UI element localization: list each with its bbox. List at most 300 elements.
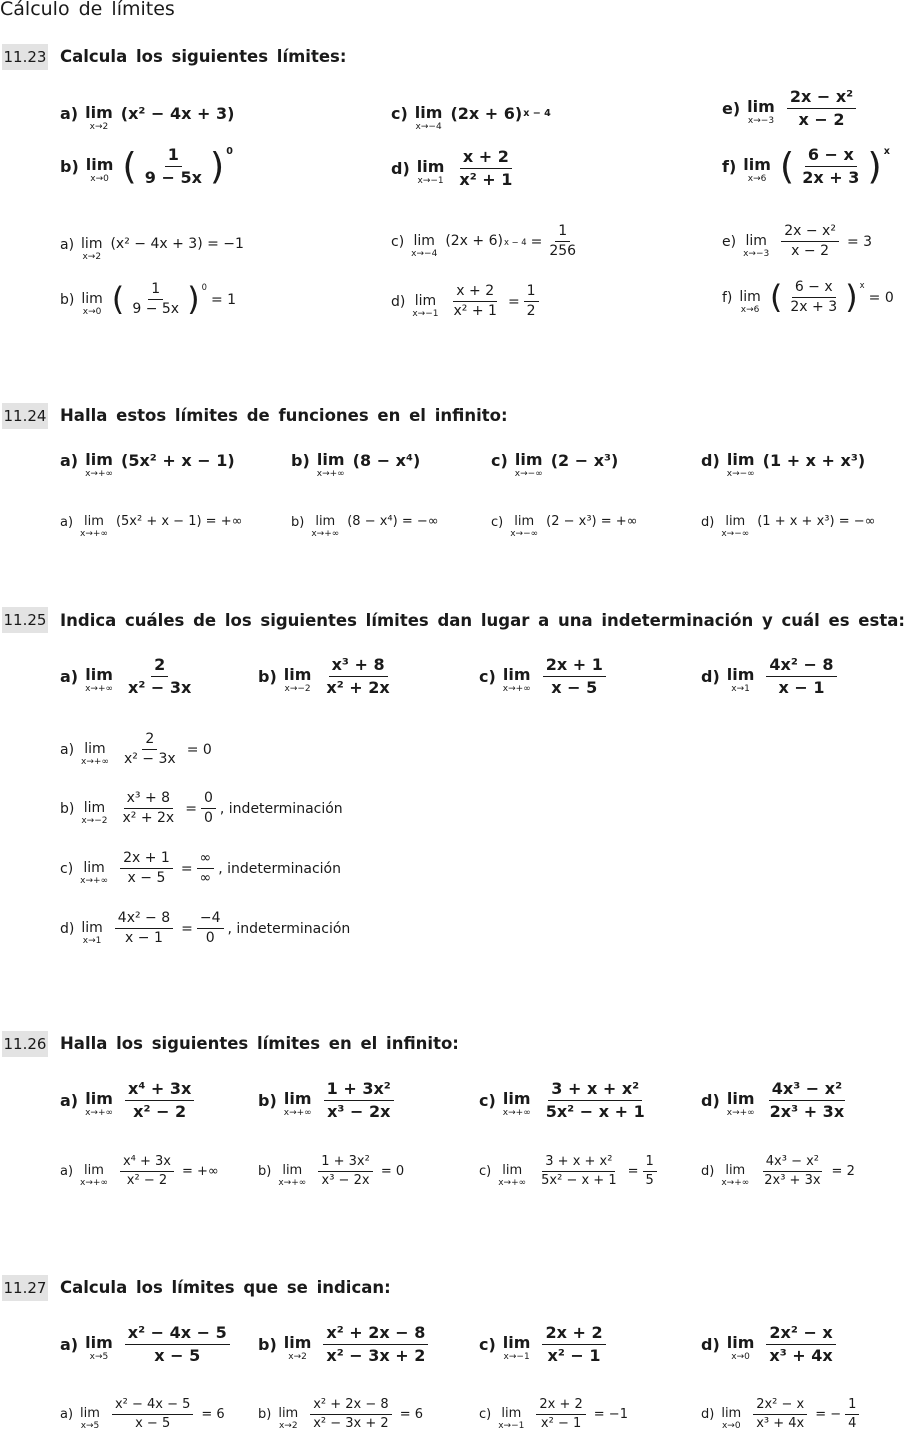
equals-sign: = [627, 1164, 639, 1180]
numerator: 3 + x + x² [548, 1080, 642, 1101]
denominator: 2x + 3 [802, 167, 860, 187]
limit-operator: lim x→−∞ [514, 450, 543, 479]
item-label: f) [722, 156, 737, 176]
exercise-statement: Halla los siguientes límites en el infinito: [60, 1034, 459, 1053]
result: = 2 [831, 1164, 855, 1180]
denominator: x² − 2 [133, 1101, 187, 1121]
exponent: 0 [226, 146, 233, 157]
item-label: b) [60, 291, 75, 308]
fraction [766, 656, 836, 696]
item-label: b) [258, 1334, 277, 1354]
limit-operator: lim x→−1 [412, 292, 439, 319]
fraction [542, 1324, 605, 1364]
fraction [318, 1155, 373, 1189]
answer-item [479, 1155, 661, 1189]
exponent: 0 [201, 282, 207, 292]
numerator: 1 [165, 146, 182, 167]
equals-sign: = [530, 233, 543, 250]
fraction [120, 1155, 174, 1189]
numerator: x + 2 [460, 148, 512, 169]
expression: (2 − x³) [550, 451, 619, 471]
numerator: 2 [142, 732, 157, 750]
limit-operator: lim x→+∞ [311, 514, 340, 539]
numerator: 2x − x² [781, 224, 839, 242]
numerator: 1 [524, 284, 539, 302]
equals-sign: = − [815, 1407, 842, 1423]
answer-item [491, 510, 638, 539]
denominator: 2 [526, 303, 536, 320]
expression: (2x + 6) [450, 104, 523, 124]
numerator: 2x − x² [787, 88, 856, 109]
fraction [543, 656, 606, 696]
limit-operator: lim x→−2 [283, 665, 312, 695]
exercise-number: 11.24 [2, 403, 48, 429]
fraction [120, 791, 178, 827]
result: = 6 [201, 1407, 225, 1423]
numerator: 1 [643, 1155, 657, 1172]
item-label: a) [60, 514, 74, 530]
denominator: ∞ [199, 870, 212, 887]
numerator: 1 + 3x² [324, 1080, 394, 1101]
item-label: c) [479, 1090, 496, 1110]
numerator: x⁴ + 3x [120, 1155, 174, 1172]
page-title: Cálculo de límites [0, 0, 175, 20]
numerator: 2x² − x [766, 1324, 835, 1345]
result: = +∞ [181, 1164, 219, 1180]
limit-operator: lim x→+∞ [502, 665, 531, 695]
fraction [323, 656, 392, 696]
item-label: c) [391, 104, 408, 124]
limit-operator: lim x→−∞ [510, 514, 539, 539]
numerator: 2 [151, 656, 168, 677]
answer-item [701, 510, 876, 539]
denominator: x² − 1 [540, 1416, 582, 1432]
answer-item [291, 510, 439, 539]
denominator: x − 5 [135, 1416, 171, 1432]
fraction [799, 146, 862, 186]
item-label: b) [60, 156, 79, 176]
limit-operator: lim x→0 [85, 155, 114, 185]
left-paren: ( [111, 280, 125, 319]
numerator: 2x² − x [753, 1398, 807, 1415]
denominator: 2x³ + 3x [769, 1101, 845, 1121]
fraction [787, 280, 840, 316]
exercise-item [701, 656, 841, 696]
answer-item [479, 1398, 628, 1432]
exercise-item [258, 1324, 432, 1364]
item-label: a) [60, 1407, 74, 1423]
item-label: d) [701, 1407, 715, 1423]
item-label: a) [60, 741, 75, 758]
exponent: x − 4 [503, 236, 527, 247]
denominator: 5x² − x + 1 [541, 1173, 617, 1189]
exponent: x [859, 280, 865, 290]
limit-operator: lim x→−4 [414, 103, 443, 132]
result: = 0 [186, 741, 212, 758]
exercise-item [701, 1324, 840, 1364]
numerator: x³ + 8 [329, 656, 388, 677]
exercise-item [60, 447, 235, 479]
left-paren: ( [779, 144, 795, 188]
limit-operator: lim x→−∞ [726, 450, 755, 479]
answer-item [60, 1398, 225, 1432]
numerator: ∞ [197, 851, 215, 869]
result-fraction [197, 911, 224, 947]
expression: (2 − x³) = +∞ [546, 514, 638, 530]
limit-operator: lim x→2 [85, 103, 113, 132]
exercise-statement: Calcula los límites que se indican: [60, 1278, 391, 1297]
denominator: 2x³ + 3x [764, 1173, 821, 1189]
item-label: b) [291, 451, 310, 471]
numerator: 0 [201, 791, 216, 809]
answer-item [701, 1155, 855, 1189]
result: = 0 [868, 289, 894, 306]
numerator: x³ + 8 [124, 791, 173, 809]
denominator: 9 − 5x [144, 167, 202, 187]
answer-item [60, 1155, 219, 1189]
fraction [767, 1080, 847, 1120]
answer-item [60, 851, 341, 887]
limit-operator: lim x→+∞ [85, 1089, 114, 1119]
item-label: f) [722, 289, 733, 306]
numerator: 1 [845, 1398, 859, 1415]
limit-operator: lim x→1 [81, 919, 103, 946]
left-paren: ( [122, 144, 137, 188]
fraction [125, 1324, 230, 1364]
limit-operator: lim x→−4 [411, 232, 438, 259]
result-fraction [643, 1155, 657, 1189]
answer-item [391, 224, 583, 260]
exercise-statement: Indica cuáles de los siguientes límites dan lugar a una indeterminación y cuál es esta: [60, 611, 905, 630]
fraction [115, 911, 173, 947]
item-label: d) [701, 451, 720, 471]
exercise-number: 11.23 [2, 44, 48, 70]
item-label: a) [60, 451, 79, 471]
expression: (8 − x⁴) = −∞ [347, 514, 439, 530]
numerator: x² + 2x − 8 [310, 1398, 391, 1415]
indeterminacy-note: , indeterminación [219, 800, 343, 817]
item-label: a) [60, 666, 79, 686]
limit-operator: lim x→0 [81, 290, 103, 317]
limit-operator: lim x→+∞ [81, 740, 109, 767]
right-paren: ) [867, 144, 882, 188]
fraction [781, 224, 839, 260]
answer-item [701, 1398, 863, 1432]
expression: (1 + x + x³) [762, 451, 866, 471]
fraction [451, 284, 500, 320]
item-label: d) [701, 1334, 720, 1354]
fraction [787, 88, 856, 128]
limit-operator: lim x→+∞ [85, 665, 114, 695]
exercise-item [479, 1324, 610, 1364]
answer-item [60, 791, 343, 827]
limit-operator: lim x→2 [283, 1333, 312, 1363]
item-label: b) [258, 666, 277, 686]
item-label: a) [60, 104, 79, 124]
result: = 0 [380, 1164, 405, 1180]
denominator: x − 1 [125, 930, 163, 947]
right-paren: ) [209, 144, 225, 188]
limit-operator: lim x→6 [739, 288, 761, 315]
denominator: x² − 3x + 2 [326, 1345, 426, 1365]
numerator: 1 [555, 224, 570, 242]
fraction [766, 1324, 835, 1364]
item-label: e) [722, 233, 737, 250]
denominator: x² − 3x + 2 [313, 1416, 389, 1432]
limit-operator: lim x→−1 [416, 157, 445, 187]
denominator: x³ + 4x [769, 1345, 833, 1365]
left-paren: ( [769, 278, 783, 317]
expression: (2x + 6) [445, 233, 503, 250]
result-fraction [845, 1398, 859, 1432]
answer-item [60, 911, 350, 947]
indeterminacy-note: , indeterminación [227, 920, 351, 937]
exercise-item [701, 1080, 851, 1120]
expression: (x² − 4x + 3) [120, 104, 235, 124]
expression: (5x² + x − 1) [121, 451, 235, 471]
equals-sign: = [507, 293, 520, 310]
numerator: 4x³ − x² [763, 1155, 822, 1172]
exercise-item [479, 1080, 652, 1120]
numerator: −4 [197, 911, 224, 929]
denominator: x² + 1 [459, 169, 513, 189]
equals-sign: = [181, 920, 193, 937]
exercise-number: 11.27 [2, 1275, 48, 1301]
numerator: x² + 2x − 8 [323, 1324, 428, 1345]
denominator: x² − 2 [126, 1173, 168, 1189]
limit-operator: lim x→+∞ [80, 514, 108, 539]
exponent: x − 4 [523, 108, 551, 120]
limit-operator: lim x→2 [81, 236, 103, 262]
exercise-item [60, 100, 235, 132]
numerator: 1 + 3x² [318, 1155, 373, 1172]
equals-sign: = [180, 860, 193, 877]
item-label: b) [291, 514, 305, 530]
denominator: 4 [848, 1416, 857, 1432]
fraction [538, 1155, 619, 1189]
fraction [112, 1398, 193, 1432]
item-label: d) [391, 293, 406, 310]
limit-operator: lim x→6 [743, 155, 771, 185]
limit-operator: lim x→1 [726, 665, 755, 695]
denominator: x − 5 [154, 1345, 201, 1365]
fraction [129, 282, 182, 318]
answer-item [60, 232, 244, 262]
limit-operator: lim x→+∞ [316, 450, 345, 479]
exercise-item [391, 100, 551, 132]
denominator: x − 2 [791, 243, 829, 260]
denominator: x² + 1 [453, 303, 497, 320]
denominator: 5x² − x + 1 [545, 1101, 645, 1121]
limit-operator: lim x→+∞ [502, 1089, 531, 1119]
result-fraction [197, 851, 215, 887]
denominator: 0 [205, 930, 215, 947]
numerator: 6 − x [792, 280, 836, 298]
limit-operator: lim x→2 [278, 1406, 299, 1432]
item-label: c) [491, 451, 508, 471]
exercise-item [479, 656, 610, 696]
item-label: e) [722, 98, 741, 118]
exercise-item [291, 447, 421, 479]
numerator: 4x³ − x² [769, 1080, 845, 1101]
item-label: d) [701, 666, 720, 686]
exponent: x [883, 146, 890, 157]
numerator: 3 + x + x² [542, 1155, 615, 1172]
limit-operator: lim x→5 [80, 1406, 100, 1432]
answer-item [258, 1398, 423, 1432]
numerator: 6 − x [805, 146, 857, 167]
exercise-item [60, 1324, 234, 1364]
limit-operator: lim x→+∞ [85, 450, 114, 479]
limit-operator: lim x→−∞ [721, 514, 750, 539]
item-label: a) [60, 1164, 74, 1180]
numerator: 2x + 2 [536, 1398, 585, 1415]
exercise-item [491, 447, 619, 479]
item-label: b) [258, 1164, 272, 1180]
item-label: c) [391, 233, 405, 250]
denominator: x − 5 [551, 677, 598, 697]
numerator: x² − 4x − 5 [125, 1324, 230, 1345]
exercise-item [722, 146, 890, 186]
numerator: x + 2 [453, 284, 497, 302]
item-label: d) [701, 1090, 720, 1110]
numerator: 4x² − 8 [766, 656, 836, 677]
exercise-item [258, 656, 397, 696]
denominator: 2x + 3 [790, 299, 838, 316]
item-label: b) [60, 800, 75, 817]
result: = 3 [846, 233, 873, 250]
answer-item [60, 732, 212, 768]
item-label: d) [391, 158, 410, 178]
exercise-item [60, 656, 198, 696]
numerator: x⁴ + 3x [125, 1080, 194, 1101]
item-label: b) [258, 1407, 272, 1423]
denominator: 9 − 5x [132, 301, 180, 318]
denominator: x² − 3x [128, 677, 192, 697]
exercise-statement: Halla estos límites de funciones en el infinito: [60, 406, 508, 425]
denominator: x − 1 [778, 677, 825, 697]
item-label: c) [479, 1164, 492, 1180]
answer-item [60, 282, 236, 318]
fraction [753, 1398, 807, 1432]
limit-operator: lim x→−3 [747, 97, 775, 127]
item-label: d) [701, 514, 715, 530]
limit-operator: lim x→0 [721, 1406, 742, 1432]
fraction [310, 1398, 391, 1432]
result-fraction [201, 791, 216, 827]
limit-operator: lim x→+∞ [721, 1163, 750, 1189]
answer-item [258, 1155, 404, 1189]
item-label: c) [479, 666, 496, 686]
item-label: d) [701, 1164, 715, 1180]
exercise-item [60, 1080, 198, 1120]
fraction [324, 1080, 394, 1120]
exercise-item [722, 88, 860, 128]
right-paren: ) [845, 278, 858, 317]
limit-operator: lim x→5 [85, 1333, 113, 1363]
item-label: c) [479, 1334, 496, 1354]
fraction [121, 732, 179, 768]
fraction [543, 1080, 648, 1120]
limit-operator: lim x→−1 [498, 1406, 525, 1432]
fraction [323, 1324, 428, 1364]
numerator: x² − 4x − 5 [112, 1398, 193, 1415]
exercise-item [391, 148, 519, 188]
answer-item [391, 284, 543, 320]
limit-operator: lim x→−3 [743, 232, 770, 259]
result: = −1 [593, 1407, 628, 1423]
fraction [125, 1080, 194, 1120]
numerator: 1 [148, 282, 163, 300]
result-fraction [546, 224, 579, 260]
fraction [142, 146, 205, 186]
numerator: 4x² − 8 [115, 911, 173, 929]
fraction [536, 1398, 585, 1432]
denominator: x³ − 2x [321, 1173, 370, 1189]
exercise-statement: Calcula los siguientes límites: [60, 47, 347, 66]
expression: (8 − x⁴) [352, 451, 421, 471]
exercise-number: 11.25 [2, 607, 48, 633]
limit-operator: lim x→−2 [81, 799, 108, 826]
exercise-item [60, 146, 233, 186]
fraction [761, 1155, 823, 1189]
numerator: 2x + 1 [543, 656, 606, 677]
denominator: x² + 2x [326, 677, 390, 697]
answer-item [722, 280, 894, 316]
denominator: x² − 3x [123, 751, 176, 768]
denominator: x³ − 2x [327, 1101, 391, 1121]
denominator: x − 5 [127, 870, 166, 887]
result: = 1 [210, 291, 237, 308]
right-paren: ) [187, 280, 200, 319]
item-label: b) [258, 1090, 277, 1110]
result-fraction [524, 284, 539, 320]
denominator: 5 [645, 1173, 654, 1189]
item-label: c) [479, 1407, 492, 1423]
limit-operator: lim x→+∞ [278, 1163, 307, 1189]
item-label: c) [491, 514, 504, 530]
numerator: 2x + 2 [542, 1324, 605, 1345]
denominator: x − 2 [798, 109, 845, 129]
expression: (x² − 4x + 3) = −1 [110, 236, 244, 253]
item-label: c) [60, 860, 74, 877]
limit-operator: lim x→+∞ [80, 859, 109, 886]
denominator: 0 [203, 810, 213, 827]
limit-operator: lim x→+∞ [498, 1163, 527, 1189]
exercise-item [701, 447, 866, 479]
exercise-number: 11.26 [2, 1031, 48, 1057]
item-label: a) [60, 1090, 79, 1110]
fraction [125, 656, 194, 696]
denominator: 256 [549, 243, 577, 260]
denominator: x² + 2x [122, 810, 175, 827]
limit-operator: lim x→+∞ [726, 1089, 755, 1119]
item-label: a) [60, 1334, 79, 1354]
limit-operator: lim x→−1 [502, 1333, 531, 1363]
equals-sign: = [185, 800, 197, 817]
item-label: d) [60, 920, 75, 937]
result: = 6 [399, 1407, 423, 1423]
limit-operator: lim x→+∞ [283, 1089, 312, 1119]
limit-operator: lim x→+∞ [80, 1163, 108, 1189]
fraction [120, 851, 173, 887]
numerator: 2x + 1 [120, 851, 173, 869]
expression: (5x² + x − 1) = +∞ [115, 514, 243, 530]
answer-item [722, 224, 872, 260]
denominator: x² − 1 [547, 1345, 601, 1365]
exercise-item [258, 1080, 398, 1120]
indeterminacy-note: , indeterminación [218, 860, 341, 877]
